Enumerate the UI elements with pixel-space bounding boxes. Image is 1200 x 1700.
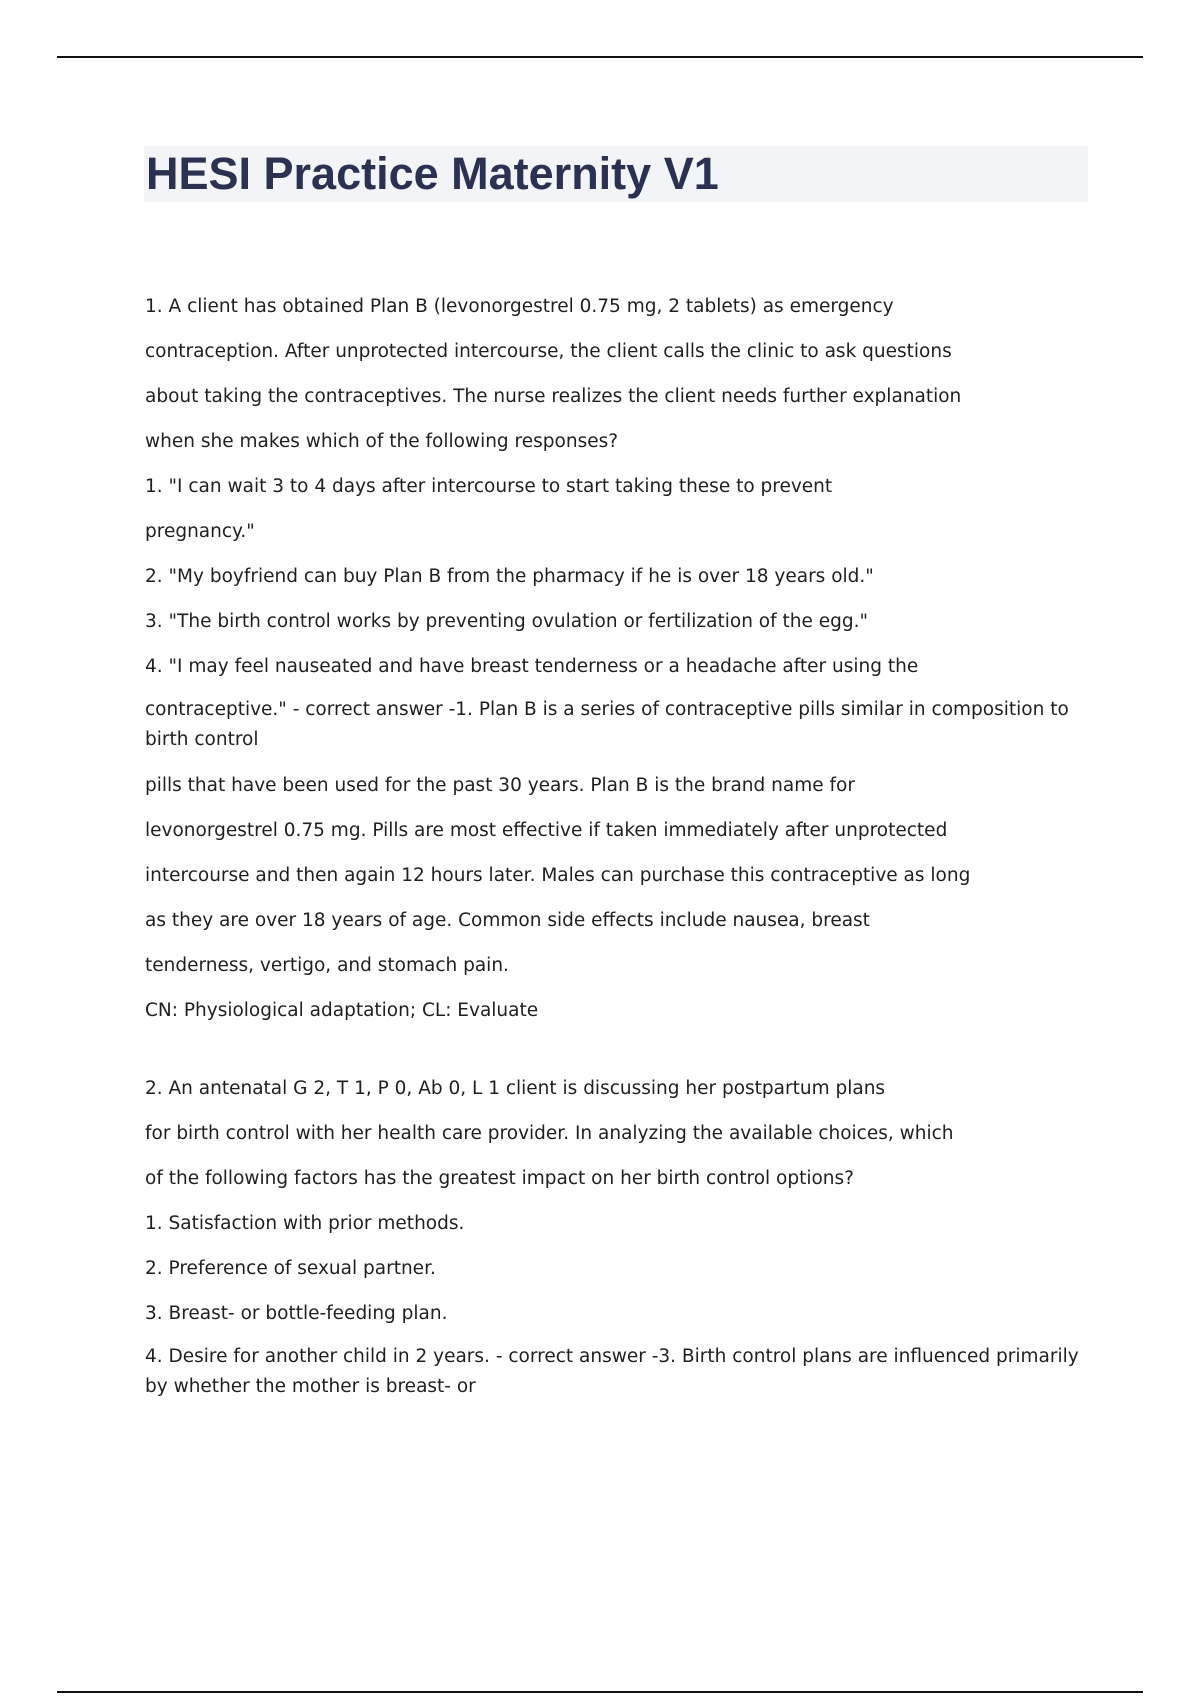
q2-correct-answer: 4. Desire for another child in 2 years. - correct answer -3. Birth control plans are influenced primarily by whether the mother is breast- or <box>145 1346 1079 1397</box>
question-2 <box>145 1072 1095 1402</box>
q1-option-4: 4. "I may feel nauseated and have breast tenderness or a headache after using the <box>145 656 919 677</box>
document-body <box>145 290 1095 1416</box>
q1-rationale-line-3: intercourse and then again 12 hours later. Males can purchase this contraceptive as long <box>145 865 971 886</box>
q2-stem-line-2: for birth control with her health care provider. In analyzing the available choices, which <box>145 1123 954 1144</box>
q2-option-3: 3. Breast- or bottle-feeding plan. <box>145 1303 448 1324</box>
q1-option-1: 1. "I can wait 3 to 4 days after intercourse to start taking these to prevent <box>145 476 833 497</box>
q1-option-1-cont: pregnancy." <box>145 521 255 542</box>
q1-stem-line-3: about taking the contraceptives. The nurse realizes the client needs further explanation <box>145 386 962 407</box>
q1-category: CN: Physiological adaptation; CL: Evaluate <box>145 1000 539 1021</box>
q1-correct-answer: contraceptive." - correct answer -1. Plan B is a series of contraceptive pills similar in composition to birth control <box>145 699 1069 750</box>
q2-stem-line-1: 2. An antenatal G 2, T 1, P 0, Ab 0, L 1 client is discussing her postpartum plans <box>145 1078 886 1099</box>
q1-rationale-line-4: as they are over 18 years of age. Common side effects include nausea, breast <box>145 910 870 931</box>
header-rule <box>57 56 1143 58</box>
q1-rationale-line-1: pills that have been used for the past 30 years. Plan B is the brand name for <box>145 775 855 796</box>
q1-rationale-line-5: tenderness, vertigo, and stomach pain. <box>145 955 509 976</box>
q2-stem-line-3: of the following factors has the greatest impact on her birth control options? <box>145 1168 854 1189</box>
document-title: HESI Practice Maternity V1 <box>146 148 719 199</box>
q1-stem-line-1: 1. A client has obtained Plan B (levonorgestrel 0.75 mg, 2 tablets) as emergency <box>145 296 894 317</box>
q1-rationale-line-2: levonorgestrel 0.75 mg. Pills are most effective if taken immediately after unprotected <box>145 820 948 841</box>
question-1 <box>145 290 1095 1039</box>
q2-option-2: 2. Preference of sexual partner. <box>145 1258 436 1279</box>
q2-option-1: 1. Satisfaction with prior methods. <box>145 1213 465 1234</box>
q1-option-3: 3. "The birth control works by preventing ovulation or fertilization of the egg." <box>145 611 869 632</box>
footer-rule <box>57 1691 1143 1693</box>
q1-stem-line-4: when she makes which of the following responses? <box>145 431 619 452</box>
q1-option-2: 2. "My boyfriend can buy Plan B from the pharmacy if he is over 18 years old." <box>145 566 874 587</box>
section-spacer <box>145 1039 1095 1072</box>
q1-stem-line-2: contraception. After unprotected intercourse, the client calls the clinic to ask questions <box>145 341 952 362</box>
